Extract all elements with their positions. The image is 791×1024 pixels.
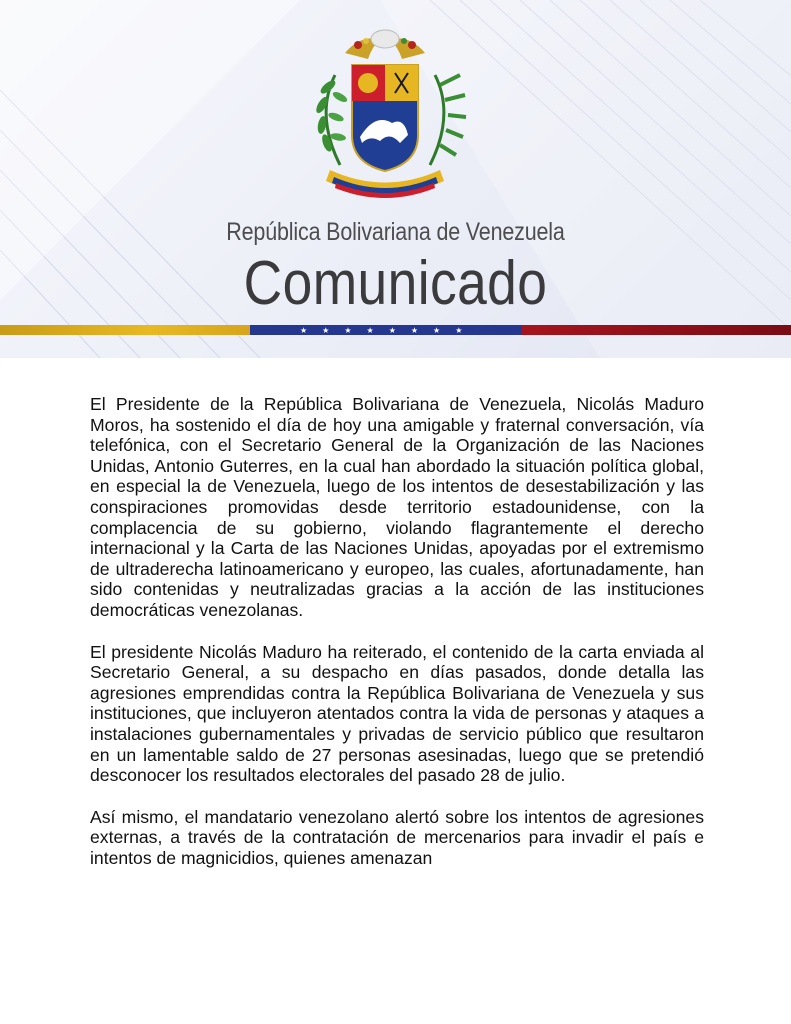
- communique-body: [90, 394, 704, 889]
- paragraph-1: El Presidente de la República Bolivariana de Venezuela, Nicolás Maduro Moros, ha sostenido el día de hoy una amigable y fraternal conversación, vía telefónica, con el Secretario General de la Organización de las Naciones Unidas, Antonio Guterres, en la cual han abordado la situación política global, en especial la de Venezuela, luego de los intentos de desestabilización y las conspiraciones promovidas desde territorio estadounidense, con la complacencia de su gobierno, violando flagrantemente el derecho internacional y la Carta de las Naciones Unidas, apoyadas por el extremismo de ultraderecha latinoamericano y europeo, las cuales, afortunadamente, han sido contenidas y neutralizadas gracias a la acción de las instituciones democráticas venezolanas.: [90, 394, 704, 620]
- page-title: Comunicado: [243, 249, 548, 318]
- coat-of-arms-emblem: [300, 25, 470, 210]
- paragraph-2: El presidente Nicolás Maduro ha reiterado, el contenido de la carta enviada al Secretario General, a su despacho en días pasados, donde detalla las agresiones emprendidas contra la República Bolivariana de Venezuela y sus instituciones, que incluyeron atentados contra la vida de personas y ataques a instalaciones gubernamentales y privadas de servicio público que resultaron en un lamentable saldo de 27 personas asesinadas, luego que se pretendió desconocer los resultados electorales del pasado 28 de julio.: [90, 641, 704, 786]
- paragraph-3: Así mismo, el mandatario venezolano alertó sobre los intentos de agresiones externas, a través de la contratación de mercenarios para invadir el país e intentos de magnicidios, quienes amenazan: [90, 806, 704, 868]
- flag-yellow-band: [0, 325, 250, 335]
- flag-red-band: [522, 325, 791, 335]
- country-name: República Bolivariana de Venezuela: [226, 218, 565, 246]
- flag-stars-icon: ★★★★★★★★: [300, 326, 478, 335]
- document-header: [0, 0, 791, 358]
